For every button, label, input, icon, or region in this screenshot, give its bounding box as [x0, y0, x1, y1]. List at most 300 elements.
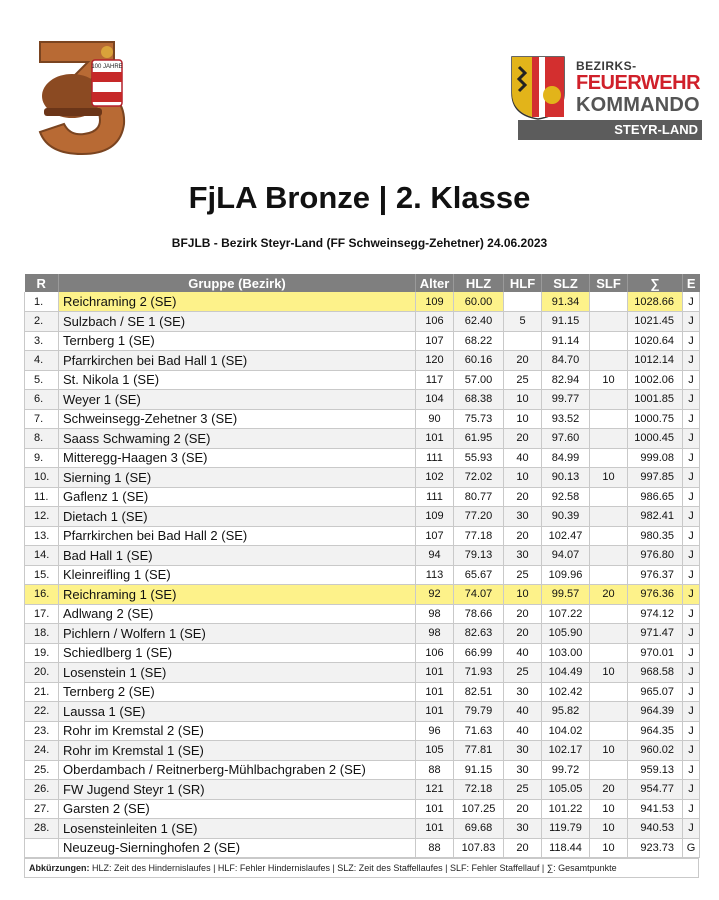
cell-slz: 91.34 — [542, 292, 590, 312]
cell-e: J — [683, 604, 700, 624]
cell-hlz: 80.77 — [454, 487, 504, 507]
cell-r: 19. — [25, 643, 59, 663]
cell-slz: 99.72 — [542, 760, 590, 780]
cell-slz: 93.52 — [542, 409, 590, 429]
cell-hlz: 68.38 — [454, 390, 504, 410]
cell-hlf: 10 — [504, 409, 542, 429]
cell-slz: 104.02 — [542, 721, 590, 741]
cell-gruppe: Pfarrkirchen bei Bad Hall 2 (SE) — [59, 526, 416, 546]
cell-slf — [590, 702, 628, 722]
cell-hlz: 82.63 — [454, 624, 504, 644]
cell-slz: 97.60 — [542, 429, 590, 449]
cell-alter: 88 — [416, 838, 454, 858]
cell-r: 20. — [25, 663, 59, 683]
cell-slz: 119.79 — [542, 819, 590, 839]
cell-sum: 980.35 — [628, 526, 683, 546]
cell-gruppe: Oberdambach / Reitnerberg-Mühlbachgraben 2 (SE) — [59, 760, 416, 780]
cell-gruppe: Pichlern / Wolfern 1 (SE) — [59, 624, 416, 644]
cell-hlf: 25 — [504, 780, 542, 800]
cell-slf: 10 — [590, 819, 628, 839]
table-row — [25, 429, 700, 449]
table-row — [25, 663, 700, 683]
cell-alter: 101 — [416, 702, 454, 722]
cell-hlf: 25 — [504, 370, 542, 390]
cell-gruppe: Reichraming 1 (SE) — [59, 585, 416, 605]
table-row — [25, 312, 700, 332]
cell-hlz: 60.00 — [454, 292, 504, 312]
cell-slf — [590, 312, 628, 332]
cell-gruppe: Losenstein 1 (SE) — [59, 663, 416, 683]
cell-gruppe: Schweinsegg-Zehetner 3 (SE) — [59, 409, 416, 429]
cell-e: J — [683, 546, 700, 566]
table-row — [25, 370, 700, 390]
cell-e: J — [683, 760, 700, 780]
cell-sum: 965.07 — [628, 682, 683, 702]
table-row — [25, 351, 700, 371]
cell-sum: 976.80 — [628, 546, 683, 566]
cell-hlz: 60.16 — [454, 351, 504, 371]
cell-gruppe: Bad Hall 1 (SE) — [59, 546, 416, 566]
cell-slz: 102.42 — [542, 682, 590, 702]
cell-e: J — [683, 565, 700, 585]
table-row — [25, 565, 700, 585]
cell-gruppe: Sierning 1 (SE) — [59, 468, 416, 488]
cell-hlz: 107.83 — [454, 838, 504, 858]
cell-slz: 90.39 — [542, 507, 590, 527]
cell-sum: 997.85 — [628, 468, 683, 488]
cell-sum: 954.77 — [628, 780, 683, 800]
cell-slf: 10 — [590, 741, 628, 761]
cell-slf: 20 — [590, 585, 628, 605]
cell-hlz: 79.13 — [454, 546, 504, 566]
cell-slz: 94.07 — [542, 546, 590, 566]
table-row — [25, 546, 700, 566]
col-header-hlf: HLF — [504, 274, 542, 292]
cell-e: J — [683, 624, 700, 644]
cell-r: 9. — [25, 448, 59, 468]
cell-slf — [590, 448, 628, 468]
cell-hlf: 20 — [504, 526, 542, 546]
cell-gruppe: Ternberg 1 (SE) — [59, 331, 416, 351]
cell-hlz: 71.93 — [454, 663, 504, 683]
cell-alter: 117 — [416, 370, 454, 390]
cell-hlf: 5 — [504, 312, 542, 332]
col-header-alter: Alter — [416, 274, 454, 292]
cell-gruppe: Losensteinleiten 1 (SE) — [59, 819, 416, 839]
cell-alter: 90 — [416, 409, 454, 429]
cell-slz: 102.17 — [542, 741, 590, 761]
table-row — [25, 799, 700, 819]
cell-alter: 105 — [416, 741, 454, 761]
cell-sum: 1001.85 — [628, 390, 683, 410]
table-row — [25, 819, 700, 839]
cell-r — [25, 838, 59, 858]
cell-slz: 92.58 — [542, 487, 590, 507]
cell-alter: 101 — [416, 429, 454, 449]
cell-sum: 1012.14 — [628, 351, 683, 371]
cell-slf — [590, 526, 628, 546]
cell-sum: 964.39 — [628, 702, 683, 722]
cell-sum: 968.58 — [628, 663, 683, 683]
cell-hlz: 82.51 — [454, 682, 504, 702]
cell-e: J — [683, 643, 700, 663]
cell-e: J — [683, 721, 700, 741]
cell-hlz: 71.63 — [454, 721, 504, 741]
cell-slz: 109.96 — [542, 565, 590, 585]
cell-r: 11. — [25, 487, 59, 507]
col-header-slf: SLF — [590, 274, 628, 292]
cell-r: 16. — [25, 585, 59, 605]
results-table — [24, 274, 700, 858]
cell-gruppe: Ternberg 2 (SE) — [59, 682, 416, 702]
cell-alter: 101 — [416, 799, 454, 819]
cell-hlf — [504, 331, 542, 351]
cell-e: J — [683, 351, 700, 371]
cell-hlz: 72.02 — [454, 468, 504, 488]
page-title: FjLA Bronze | 2. Klasse — [188, 180, 531, 215]
cell-sum: 1002.06 — [628, 370, 683, 390]
abbreviations-footer — [24, 858, 699, 878]
cell-e: J — [683, 741, 700, 761]
cell-alter: 109 — [416, 292, 454, 312]
cell-hlf: 30 — [504, 682, 542, 702]
cell-gruppe: Dietach 1 (SE) — [59, 507, 416, 527]
cell-r: 4. — [25, 351, 59, 371]
table-row — [25, 507, 700, 527]
cell-hlf: 20 — [504, 799, 542, 819]
cell-hlz: 66.99 — [454, 643, 504, 663]
cell-alter: 113 — [416, 565, 454, 585]
cell-hlf: 25 — [504, 565, 542, 585]
cell-r: 7. — [25, 409, 59, 429]
svg-text:100 JAHRE: 100 JAHRE — [91, 64, 123, 70]
cell-r: 25. — [25, 760, 59, 780]
cell-r: 13. — [25, 526, 59, 546]
table-row — [25, 741, 700, 761]
cell-slz: 101.22 — [542, 799, 590, 819]
cell-gruppe: Laussa 1 (SE) — [59, 702, 416, 722]
cell-sum: 940.53 — [628, 819, 683, 839]
cell-e: J — [683, 507, 700, 527]
cell-e: J — [683, 780, 700, 800]
table-header-row — [25, 274, 700, 292]
cell-e: J — [683, 429, 700, 449]
cell-sum: 976.36 — [628, 585, 683, 605]
cell-slz: 105.05 — [542, 780, 590, 800]
cell-alter: 121 — [416, 780, 454, 800]
cell-r: 1. — [25, 292, 59, 312]
cell-r: 12. — [25, 507, 59, 527]
jubilee-logo — [30, 38, 132, 156]
cell-hlf: 10 — [504, 390, 542, 410]
cell-alter: 109 — [416, 507, 454, 527]
fire-brigade-logo — [510, 55, 702, 141]
cell-slf: 10 — [590, 799, 628, 819]
cell-r: 15. — [25, 565, 59, 585]
table-row — [25, 682, 700, 702]
cell-r: 2. — [25, 312, 59, 332]
cell-hlz: 61.95 — [454, 429, 504, 449]
cell-hlf: 40 — [504, 643, 542, 663]
cell-hlf: 40 — [504, 721, 542, 741]
cell-slf — [590, 292, 628, 312]
cell-hlz: 107.25 — [454, 799, 504, 819]
cell-slz: 95.82 — [542, 702, 590, 722]
cell-r: 27. — [25, 799, 59, 819]
cell-r: 21. — [25, 682, 59, 702]
cell-e: J — [683, 585, 700, 605]
cell-hlf: 20 — [504, 838, 542, 858]
cell-gruppe: Neuzeug-Sierninghofen 2 (SE) — [59, 838, 416, 858]
cell-hlf: 30 — [504, 760, 542, 780]
cell-gruppe: Reichraming 2 (SE) — [59, 292, 416, 312]
cell-r: 8. — [25, 429, 59, 449]
cell-r: 28. — [25, 819, 59, 839]
cell-e: J — [683, 468, 700, 488]
jubilee-emblem-icon — [30, 38, 132, 156]
cell-alter: 98 — [416, 624, 454, 644]
cell-alter: 107 — [416, 526, 454, 546]
cell-hlf: 30 — [504, 741, 542, 761]
cell-gruppe: Rohr im Kremstal 1 (SE) — [59, 741, 416, 761]
cell-e: J — [683, 409, 700, 429]
cell-hlf: 20 — [504, 487, 542, 507]
cell-alter: 101 — [416, 819, 454, 839]
cell-slz: 99.77 — [542, 390, 590, 410]
table-row — [25, 585, 700, 605]
coat-of-arms-icon — [510, 55, 566, 121]
cell-slz: 84.70 — [542, 351, 590, 371]
cell-alter: 94 — [416, 546, 454, 566]
cell-hlz: 65.67 — [454, 565, 504, 585]
cell-alter: 120 — [416, 351, 454, 371]
cell-slf — [590, 721, 628, 741]
cell-hlf: 20 — [504, 429, 542, 449]
cell-sum: 923.73 — [628, 838, 683, 858]
cell-r: 17. — [25, 604, 59, 624]
cell-hlf — [504, 292, 542, 312]
col-header-group: Gruppe (Bezirk) — [59, 274, 416, 292]
cell-e: J — [683, 702, 700, 722]
cell-slz: 103.00 — [542, 643, 590, 663]
table-row — [25, 468, 700, 488]
cell-e: J — [683, 292, 700, 312]
cell-gruppe: Gaflenz 1 (SE) — [59, 487, 416, 507]
cell-alter: 106 — [416, 312, 454, 332]
cell-alter: 104 — [416, 390, 454, 410]
cell-slf — [590, 624, 628, 644]
brand-bar — [518, 120, 702, 140]
cell-e: G — [683, 838, 700, 858]
cell-sum: 999.08 — [628, 448, 683, 468]
cell-slf — [590, 429, 628, 449]
cell-hlz: 77.81 — [454, 741, 504, 761]
cell-r: 23. — [25, 721, 59, 741]
cell-alter: 88 — [416, 760, 454, 780]
brand-line-2: FEUERWEHR — [576, 72, 701, 94]
cell-sum: 1028.66 — [628, 292, 683, 312]
cell-slz: 107.22 — [542, 604, 590, 624]
cell-alter: 92 — [416, 585, 454, 605]
cell-hlz: 78.66 — [454, 604, 504, 624]
cell-slz: 104.49 — [542, 663, 590, 683]
cell-e: J — [683, 799, 700, 819]
cell-gruppe: Mitteregg-Haagen 3 (SE) — [59, 448, 416, 468]
cell-slz: 91.14 — [542, 331, 590, 351]
cell-sum: 941.53 — [628, 799, 683, 819]
cell-e: J — [683, 370, 700, 390]
cell-hlz: 55.93 — [454, 448, 504, 468]
cell-r: 22. — [25, 702, 59, 722]
cell-sum: 964.35 — [628, 721, 683, 741]
cell-slf: 20 — [590, 780, 628, 800]
cell-alter: 107 — [416, 331, 454, 351]
cell-slz: 82.94 — [542, 370, 590, 390]
cell-hlz: 68.22 — [454, 331, 504, 351]
page-subtitle: BFJLB - Bezirk Steyr-Land (FF Schweinsegg-Zehetner) 24.06.2023 — [171, 236, 548, 250]
cell-r: 10. — [25, 468, 59, 488]
cell-gruppe: St. Nikola 1 (SE) — [59, 370, 416, 390]
cell-r: 3. — [25, 331, 59, 351]
cell-hlf: 40 — [504, 448, 542, 468]
cell-hlz: 72.18 — [454, 780, 504, 800]
table-row — [25, 331, 700, 351]
col-header-rank: R — [25, 274, 59, 292]
cell-hlf: 20 — [504, 624, 542, 644]
cell-slz: 90.13 — [542, 468, 590, 488]
cell-hlf: 30 — [504, 546, 542, 566]
cell-slz: 99.57 — [542, 585, 590, 605]
cell-hlz: 57.00 — [454, 370, 504, 390]
cell-hlz: 79.79 — [454, 702, 504, 722]
brand-line-3: KOMMANDO — [576, 94, 700, 116]
cell-sum: 982.41 — [628, 507, 683, 527]
cell-slf: 10 — [590, 838, 628, 858]
cell-sum: 976.37 — [628, 565, 683, 585]
cell-slf — [590, 351, 628, 371]
cell-gruppe: FW Jugend Steyr 1 (SR) — [59, 780, 416, 800]
cell-e: J — [683, 487, 700, 507]
cell-hlf: 30 — [504, 507, 542, 527]
brand-line-1: BEZIRKS- — [576, 59, 637, 73]
col-header-sum: ∑ — [628, 274, 683, 292]
cell-e: J — [683, 312, 700, 332]
cell-sum: 1020.64 — [628, 331, 683, 351]
cell-gruppe: Adlwang 2 (SE) — [59, 604, 416, 624]
cell-slf: 10 — [590, 663, 628, 683]
cell-slz: 102.47 — [542, 526, 590, 546]
cell-slf: 10 — [590, 468, 628, 488]
cell-sum: 1021.45 — [628, 312, 683, 332]
cell-e: J — [683, 819, 700, 839]
cell-e: J — [683, 448, 700, 468]
cell-slf — [590, 682, 628, 702]
cell-gruppe: Saass Schwaming 2 (SE) — [59, 429, 416, 449]
cell-hlf: 40 — [504, 702, 542, 722]
table-row — [25, 292, 700, 312]
footer-text: HLZ: Zeit des Hindernislaufes | HLF: Fehler Hindernislaufes | SLZ: Zeit des Staffellaufes | SLF: Fehler Staffellauf | ∑: Gesamtpunkte — [92, 863, 617, 873]
cell-r: 14. — [25, 546, 59, 566]
cell-slf — [590, 390, 628, 410]
cell-hlf: 10 — [504, 585, 542, 605]
cell-hlz: 74.07 — [454, 585, 504, 605]
cell-slz: 91.15 — [542, 312, 590, 332]
cell-alter: 96 — [416, 721, 454, 741]
cell-e: J — [683, 331, 700, 351]
table-row — [25, 721, 700, 741]
cell-sum: 1000.45 — [628, 429, 683, 449]
cell-hlf: 10 — [504, 468, 542, 488]
table-body — [25, 292, 700, 858]
cell-gruppe: Garsten 2 (SE) — [59, 799, 416, 819]
cell-hlf: 30 — [504, 819, 542, 839]
cell-sum: 974.12 — [628, 604, 683, 624]
table-row — [25, 390, 700, 410]
cell-r: 18. — [25, 624, 59, 644]
cell-alter: 101 — [416, 663, 454, 683]
cell-hlz: 75.73 — [454, 409, 504, 429]
cell-hlf: 20 — [504, 351, 542, 371]
cell-gruppe: Kleinreifling 1 (SE) — [59, 565, 416, 585]
cell-slf — [590, 487, 628, 507]
cell-slz: 84.99 — [542, 448, 590, 468]
cell-slf: 10 — [590, 370, 628, 390]
cell-alter: 98 — [416, 604, 454, 624]
cell-hlz: 77.20 — [454, 507, 504, 527]
cell-sum: 1000.75 — [628, 409, 683, 429]
cell-alter: 101 — [416, 682, 454, 702]
table-row — [25, 448, 700, 468]
cell-slf — [590, 507, 628, 527]
table-row — [25, 702, 700, 722]
cell-slf — [590, 760, 628, 780]
cell-sum: 986.65 — [628, 487, 683, 507]
cell-e: J — [683, 390, 700, 410]
cell-hlf: 20 — [504, 604, 542, 624]
cell-alter: 102 — [416, 468, 454, 488]
table-row — [25, 604, 700, 624]
cell-alter: 111 — [416, 448, 454, 468]
col-header-e: E — [683, 274, 700, 292]
cell-sum: 960.02 — [628, 741, 683, 761]
cell-slf — [590, 565, 628, 585]
cell-slf — [590, 409, 628, 429]
cell-r: 26. — [25, 780, 59, 800]
table-row — [25, 624, 700, 644]
cell-slz: 118.44 — [542, 838, 590, 858]
cell-hlz: 69.68 — [454, 819, 504, 839]
table-row — [25, 838, 700, 858]
cell-slf — [590, 546, 628, 566]
table-row — [25, 780, 700, 800]
cell-r: 6. — [25, 390, 59, 410]
cell-e: J — [683, 663, 700, 683]
cell-hlf: 25 — [504, 663, 542, 683]
table-row — [25, 643, 700, 663]
cell-gruppe: Sulzbach / SE 1 (SE) — [59, 312, 416, 332]
cell-gruppe: Weyer 1 (SE) — [59, 390, 416, 410]
table-row — [25, 409, 700, 429]
cell-slf — [590, 643, 628, 663]
cell-sum: 959.13 — [628, 760, 683, 780]
cell-slf — [590, 331, 628, 351]
cell-r: 5. — [25, 370, 59, 390]
cell-e: J — [683, 526, 700, 546]
cell-alter: 111 — [416, 487, 454, 507]
col-header-hlz: HLZ — [454, 274, 504, 292]
cell-sum: 970.01 — [628, 643, 683, 663]
cell-e: J — [683, 682, 700, 702]
